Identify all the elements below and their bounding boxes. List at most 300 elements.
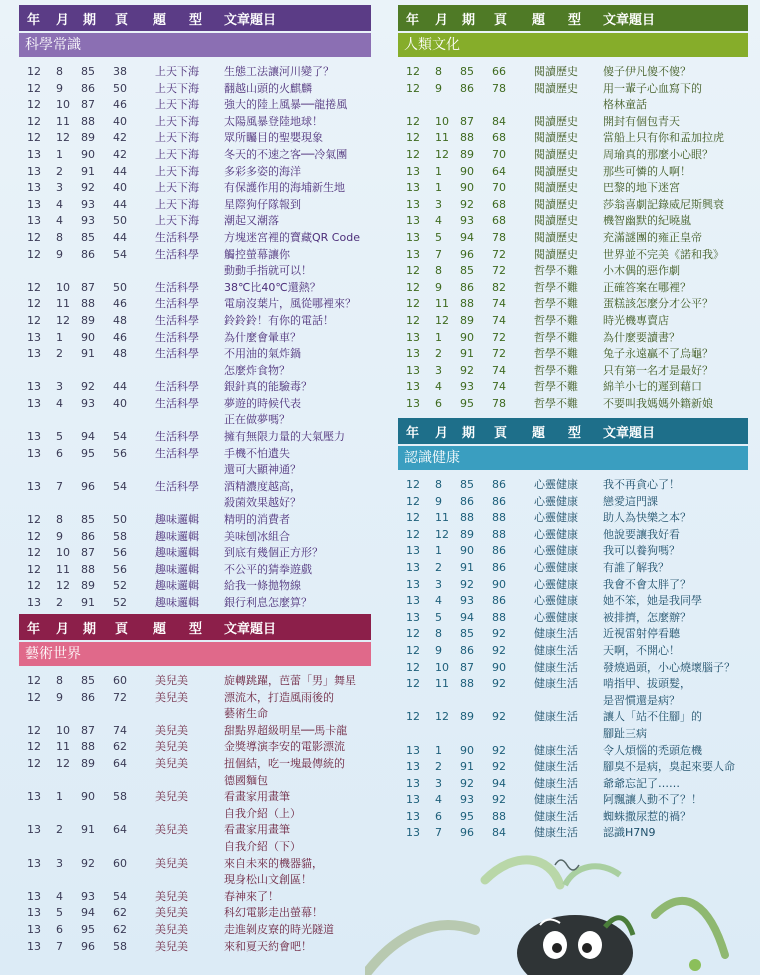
cell-title: 傻子伊凡傻不傻？ — [603, 65, 691, 78]
cell-month: 3 — [435, 197, 442, 211]
cell-title: 來和夏天約會吧！ — [224, 939, 312, 953]
cell-issue: 90 — [81, 147, 95, 161]
table-row — [19, 313, 371, 330]
cell-month: 9 — [56, 247, 63, 261]
cell-type: 生活科學 — [155, 313, 199, 327]
table-row — [19, 889, 371, 906]
cell-year: 13 — [406, 363, 420, 377]
table-row — [19, 595, 371, 612]
cell-type: 哲學不難 — [534, 280, 578, 294]
table-row — [19, 773, 371, 790]
cell-issue: 94 — [460, 610, 474, 624]
cell-month: 12 — [56, 579, 70, 593]
cell-title: 漂流木，打造風雨後的 — [224, 690, 334, 704]
cell-page: 60 — [113, 674, 127, 687]
header-page: 頁 — [115, 621, 129, 637]
cell-type: 閱讀歷史 — [534, 114, 578, 128]
cell-year: 12 — [406, 511, 420, 525]
cell-year: 13 — [406, 330, 420, 344]
table-row — [398, 81, 748, 98]
cell-page: 86 — [492, 544, 506, 558]
cell-year: 12 — [406, 297, 420, 311]
cell-year: 13 — [406, 560, 420, 574]
cell-page: 84 — [492, 826, 506, 840]
cell-month: 4 — [56, 396, 63, 410]
cell-issue: 85 — [460, 627, 474, 641]
header-page: 頁 — [494, 425, 508, 441]
cell-page: 70 — [492, 181, 506, 195]
cell-type: 生活科學 — [155, 446, 199, 460]
cell-page: 86 — [492, 478, 506, 491]
cell-type: 閱讀歷史 — [534, 247, 578, 261]
table-row — [19, 97, 371, 114]
cell-page: 82 — [492, 280, 506, 294]
cell-type: 美兒美 — [155, 922, 188, 936]
cell-year: 12 — [27, 546, 41, 560]
header-issue: 期 — [462, 12, 476, 28]
cell-year: 13 — [406, 230, 420, 244]
cell-type: 生活科學 — [155, 247, 199, 261]
cell-issue: 90 — [460, 181, 474, 195]
cell-type: 心靈健康 — [534, 577, 578, 591]
cell-type: 生活科學 — [155, 280, 199, 294]
cell-month: 9 — [435, 280, 442, 294]
table-row — [19, 346, 371, 363]
table-row — [398, 643, 748, 660]
cell-type: 趣味邏輯 — [155, 579, 199, 593]
cell-title: 認識H7N9 — [603, 826, 656, 840]
cell-year: 12 — [406, 264, 420, 278]
cell-title: 為什麼會暈車？ — [224, 330, 301, 344]
cell-type: 上天下海 — [155, 65, 199, 78]
cell-year: 12 — [27, 114, 41, 128]
cartoon-mascot-icon — [365, 845, 760, 975]
table-row — [398, 660, 748, 677]
cell-page: 62 — [113, 906, 127, 920]
cell-title: 兔子永遠贏不了烏龜？ — [603, 347, 713, 361]
cell-page: 50 — [113, 513, 127, 527]
cell-page: 70 — [492, 147, 506, 161]
cell-year: 12 — [27, 131, 41, 145]
cell-type: 閱讀歷史 — [534, 214, 578, 228]
cell-month: 10 — [56, 280, 70, 294]
cell-year: 12 — [406, 677, 420, 691]
cell-year: 13 — [27, 330, 41, 344]
cell-year: 12 — [27, 247, 41, 261]
cell-issue: 92 — [81, 181, 95, 195]
cell-year: 12 — [27, 313, 41, 327]
cell-year: 13 — [406, 743, 420, 757]
cell-issue: 87 — [460, 660, 474, 674]
cell-page: 84 — [492, 114, 506, 128]
cell-month: 10 — [56, 546, 70, 560]
cell-title: 莎翁喜劇記錄威尼斯興衰 — [603, 197, 724, 211]
cell-issue: 88 — [81, 562, 95, 576]
cell-title: 阿飄讓人動不了？！ — [603, 793, 702, 807]
table-row — [19, 462, 371, 479]
section-title-culture: 人類文化 — [398, 33, 748, 57]
cell-issue: 91 — [460, 760, 474, 774]
cell-page: 92 — [492, 643, 506, 657]
header-type-1: 題 — [153, 621, 167, 637]
cell-year: 13 — [27, 906, 41, 920]
cell-year: 13 — [406, 396, 420, 410]
cell-page: 74 — [492, 363, 506, 377]
cell-title: 殺菌效果越好？ — [224, 496, 301, 510]
cell-page: 92 — [492, 627, 506, 641]
table-row — [19, 939, 371, 956]
cell-issue: 96 — [81, 479, 95, 493]
cell-year: 12 — [27, 674, 41, 687]
cell-year: 13 — [27, 347, 41, 361]
cell-page: 88 — [492, 610, 506, 624]
table-row — [19, 578, 371, 595]
cell-page: 66 — [492, 65, 506, 78]
cell-type: 閱讀歷史 — [534, 147, 578, 161]
cell-issue: 88 — [81, 297, 95, 311]
cell-type: 健康生活 — [534, 743, 578, 757]
table-row — [398, 263, 748, 280]
cell-issue: 85 — [460, 478, 474, 491]
table-row — [19, 739, 371, 756]
cell-page: 64 — [492, 164, 506, 178]
table-row — [398, 543, 748, 560]
cell-issue: 93 — [460, 214, 474, 228]
cell-month: 12 — [56, 756, 70, 770]
cell-issue: 94 — [81, 906, 95, 920]
cell-type: 趣味邏輯 — [155, 529, 199, 543]
cell-year: 12 — [27, 98, 41, 112]
cell-type: 生活科學 — [155, 479, 199, 493]
cell-month: 4 — [56, 889, 63, 903]
cell-page: 56 — [113, 446, 127, 460]
cell-year: 13 — [27, 790, 41, 804]
cell-month: 1 — [56, 790, 63, 804]
cell-title: 綿羊小七的遲到藉口 — [603, 380, 702, 394]
table-row — [398, 792, 748, 809]
cell-issue: 86 — [460, 494, 474, 508]
table-row — [398, 527, 748, 544]
cell-year: 12 — [27, 690, 41, 704]
cell-issue: 90 — [460, 743, 474, 757]
cell-year: 13 — [406, 809, 420, 823]
cell-title: 近視雷射停看聽 — [603, 627, 680, 641]
cell-title: 腳趾三病 — [603, 726, 647, 740]
table-row — [398, 64, 748, 81]
cell-month: 5 — [435, 230, 442, 244]
cell-page: 88 — [492, 511, 506, 525]
cell-month: 9 — [56, 690, 63, 704]
cell-page: 62 — [113, 922, 127, 936]
cell-title: 銀針真的能驗毒？ — [224, 380, 312, 394]
cell-issue: 92 — [81, 380, 95, 394]
cell-year: 13 — [406, 197, 420, 211]
cell-title: 旋轉跳躍，芭蕾「男」舞星 — [224, 674, 356, 687]
cell-type: 美兒美 — [155, 906, 188, 920]
cell-issue: 90 — [81, 330, 95, 344]
cell-page: 42 — [113, 131, 127, 145]
cell-year: 13 — [27, 164, 41, 178]
table-row — [19, 114, 371, 131]
cell-month: 11 — [435, 131, 449, 145]
table-row — [19, 673, 371, 690]
cell-title: 生態工法讓河川變了？ — [224, 65, 334, 78]
cell-month: 1 — [435, 544, 442, 558]
cell-type: 趣味邏輯 — [155, 546, 199, 560]
cell-month: 4 — [56, 197, 63, 211]
health-rows — [398, 477, 748, 842]
cell-type: 美兒美 — [155, 856, 188, 870]
cell-type: 閱讀歷史 — [534, 65, 578, 78]
cell-year: 12 — [27, 579, 41, 593]
cell-year: 13 — [406, 776, 420, 790]
cell-month: 5 — [435, 610, 442, 624]
cell-month: 12 — [435, 527, 449, 541]
table-row — [19, 147, 371, 164]
cell-title: 不公平的猜拳遊戲 — [224, 562, 312, 576]
cell-issue: 92 — [460, 363, 474, 377]
table-row — [19, 839, 371, 856]
table-row — [19, 330, 371, 347]
cell-page: 54 — [113, 479, 127, 493]
science-rows — [19, 64, 371, 612]
cell-month: 3 — [435, 577, 442, 591]
cell-type: 生活科學 — [155, 396, 199, 410]
cell-issue: 89 — [460, 710, 474, 724]
cell-issue: 89 — [460, 527, 474, 541]
header-type-1: 題 — [532, 425, 546, 441]
cell-year: 13 — [27, 181, 41, 195]
cell-type: 美兒美 — [155, 723, 188, 737]
table-row — [398, 809, 748, 826]
cell-title: 蜘蛛撒尿惹的禍？ — [603, 809, 691, 823]
cell-page: 52 — [113, 596, 127, 609]
header-page: 頁 — [494, 12, 508, 28]
cell-title: 正確答案在哪裡？ — [603, 280, 691, 294]
table-row — [398, 164, 748, 181]
cell-year: 13 — [27, 380, 41, 394]
cell-title: 看畫家用畫筆 — [224, 790, 290, 804]
header-issue: 期 — [83, 12, 97, 28]
cell-type: 上天下海 — [155, 164, 199, 178]
cell-issue: 92 — [460, 197, 474, 211]
section-title-health: 認識健康 — [398, 446, 748, 470]
cell-month: 2 — [435, 560, 442, 574]
table-row — [398, 130, 748, 147]
cell-title: 藝術生命 — [224, 707, 268, 721]
table-row — [398, 330, 748, 347]
cell-type: 哲學不難 — [534, 313, 578, 327]
cell-year: 12 — [27, 230, 41, 244]
header-type-1: 題 — [532, 12, 546, 28]
cell-month: 1 — [56, 330, 63, 344]
cell-type: 健康生活 — [534, 776, 578, 790]
table-row — [19, 130, 371, 147]
cell-year: 13 — [406, 214, 420, 228]
cell-type: 哲學不難 — [534, 347, 578, 361]
cell-year: 12 — [406, 313, 420, 327]
cell-page: 86 — [492, 494, 506, 508]
cell-type: 健康生活 — [534, 677, 578, 691]
cell-title: 星際狗仔隊報到 — [224, 197, 301, 211]
cell-title: 自我介紹（上） — [224, 806, 301, 820]
header-issue: 期 — [462, 425, 476, 441]
cell-title: 怎麼炸食物？ — [224, 363, 290, 377]
cell-year: 12 — [27, 756, 41, 770]
cell-page: 64 — [113, 756, 127, 770]
cell-type: 健康生活 — [534, 809, 578, 823]
cell-page: 50 — [113, 214, 127, 228]
cell-title: 是習慣還是病？ — [603, 693, 680, 707]
cell-title: 走進剝皮寮的時光隧道 — [224, 922, 334, 936]
table-row — [398, 726, 748, 743]
cell-month: 6 — [435, 396, 442, 410]
cell-type: 生活科學 — [155, 380, 199, 394]
cell-issue: 85 — [81, 674, 95, 687]
cell-type: 上天下海 — [155, 81, 199, 95]
cell-issue: 86 — [81, 690, 95, 704]
column-header — [398, 418, 748, 444]
cell-year: 12 — [27, 723, 41, 737]
cell-title: 有誰了解我？ — [603, 560, 669, 574]
cell-type: 心靈健康 — [534, 610, 578, 624]
cell-issue: 90 — [460, 330, 474, 344]
cell-type: 哲學不難 — [534, 363, 578, 377]
column-header — [398, 5, 748, 31]
cell-page: 58 — [113, 790, 127, 804]
cell-month: 2 — [435, 347, 442, 361]
cell-year: 13 — [27, 446, 41, 460]
cell-title: 強大的陸上風暴──龍捲風 — [224, 98, 348, 112]
cell-issue: 95 — [81, 922, 95, 936]
cell-type: 美兒美 — [155, 690, 188, 704]
cell-title: 他說要讓我好看 — [603, 527, 680, 541]
column-header — [19, 614, 371, 640]
cell-title: 手機不怕遺失 — [224, 446, 290, 460]
cell-year: 13 — [406, 793, 420, 807]
table-row — [19, 263, 371, 280]
cell-page: 44 — [113, 230, 127, 244]
cell-month: 5 — [56, 906, 63, 920]
cell-month: 2 — [56, 596, 63, 609]
cell-type: 美兒美 — [155, 790, 188, 804]
cell-page: 42 — [113, 147, 127, 161]
cell-issue: 89 — [81, 313, 95, 327]
table-row — [19, 280, 371, 297]
cell-issue: 89 — [81, 131, 95, 145]
cell-issue: 87 — [81, 98, 95, 112]
cell-issue: 88 — [460, 297, 474, 311]
cell-page: 44 — [113, 164, 127, 178]
cell-title: 觸控螢幕讓你 — [224, 247, 290, 261]
table-row — [19, 562, 371, 579]
cell-title: 只有第一名才是最好？ — [603, 363, 713, 377]
cell-issue: 87 — [81, 723, 95, 737]
cell-title: 戀愛這門課 — [603, 494, 658, 508]
cell-page: 94 — [492, 776, 506, 790]
cell-year: 13 — [406, 610, 420, 624]
table-row — [398, 510, 748, 527]
cell-month: 8 — [435, 65, 442, 78]
cell-year: 12 — [406, 660, 420, 674]
table-row — [398, 477, 748, 494]
table-row — [19, 479, 371, 496]
cell-month: 12 — [435, 313, 449, 327]
cell-year: 13 — [406, 164, 420, 178]
cell-type: 閱讀歷史 — [534, 230, 578, 244]
cell-issue: 87 — [81, 280, 95, 294]
cell-type: 心靈健康 — [534, 494, 578, 508]
cell-issue: 90 — [460, 164, 474, 178]
cell-type: 健康生活 — [534, 760, 578, 774]
cell-month: 9 — [435, 81, 442, 95]
cell-title: 為什麼要讀書？ — [603, 330, 680, 344]
table-row — [19, 789, 371, 806]
table-row — [398, 97, 748, 114]
cell-month: 2 — [435, 760, 442, 774]
cell-issue: 93 — [460, 594, 474, 608]
cell-issue: 89 — [81, 579, 95, 593]
cell-year: 12 — [406, 710, 420, 724]
cell-page: 78 — [492, 230, 506, 244]
cell-title: 翻越山頭的火麒麟 — [224, 81, 312, 95]
table-row — [398, 709, 748, 726]
health-block — [398, 418, 748, 842]
cell-year: 12 — [406, 131, 420, 145]
table-row — [19, 197, 371, 214]
cell-type: 上天下海 — [155, 197, 199, 211]
cell-page: 74 — [492, 313, 506, 327]
cell-page: 46 — [113, 297, 127, 311]
cell-title: 正在做夢嗎？ — [224, 413, 290, 427]
table-row — [398, 776, 748, 793]
cell-page: 86 — [492, 594, 506, 608]
cell-title: 格林童話 — [603, 98, 647, 112]
cell-page: 72 — [492, 330, 506, 344]
cell-issue: 91 — [460, 560, 474, 574]
header-month: 月 — [435, 425, 449, 441]
table-row — [398, 379, 748, 396]
cell-page: 90 — [492, 577, 506, 591]
cell-page: 62 — [113, 740, 127, 754]
culture-rows — [398, 64, 748, 412]
table-row — [19, 545, 371, 562]
cell-issue: 93 — [460, 380, 474, 394]
cell-title: 那些可憐的人啊！ — [603, 164, 691, 178]
cell-month: 4 — [56, 214, 63, 228]
cell-year: 12 — [27, 280, 41, 294]
cell-issue: 93 — [81, 889, 95, 903]
cell-month: 2 — [56, 164, 63, 178]
cell-title: 周瑜真的那麼小心眼？ — [603, 147, 713, 161]
cell-type: 生活科學 — [155, 297, 199, 311]
cell-type: 閱讀歷史 — [534, 181, 578, 195]
cell-title: 給我一條拋物線 — [224, 579, 301, 593]
cell-title: 我不再貪心了！ — [603, 478, 680, 491]
cell-issue: 91 — [81, 596, 95, 609]
cell-page: 40 — [113, 396, 127, 410]
cell-issue: 87 — [81, 546, 95, 560]
table-row — [19, 446, 371, 463]
cell-title: 時光機專賣店 — [603, 313, 669, 327]
cell-title: 開封有個包青天 — [603, 114, 680, 128]
cell-title: 太陽風暴登陸地球！ — [224, 114, 323, 128]
cell-type: 閱讀歷史 — [534, 81, 578, 95]
cell-title: 天啊，不開心！ — [603, 643, 680, 657]
cell-type: 美兒美 — [155, 889, 188, 903]
header-year: 年 — [27, 621, 41, 637]
cell-year: 13 — [27, 197, 41, 211]
